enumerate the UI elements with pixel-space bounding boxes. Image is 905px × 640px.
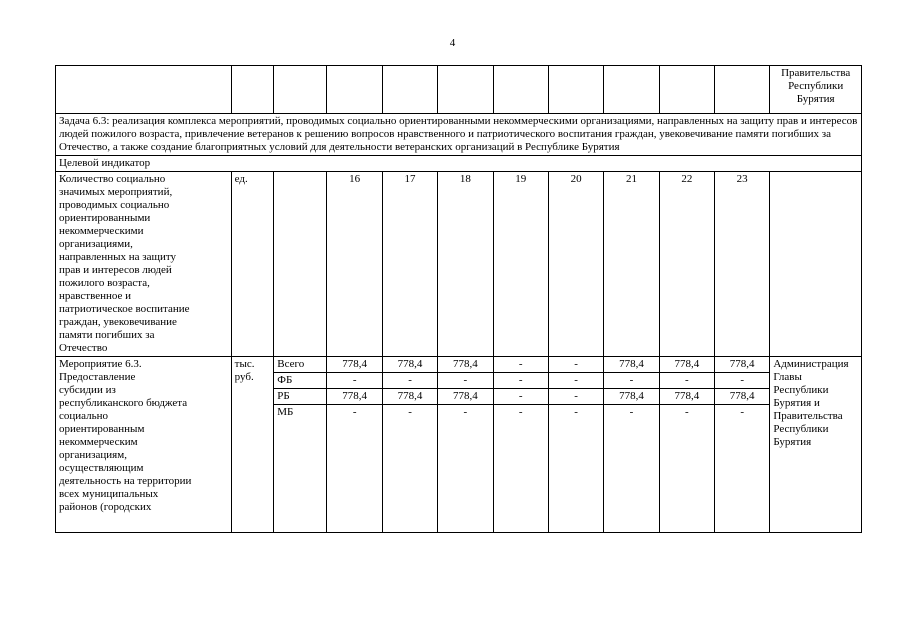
funding-value: -	[548, 357, 603, 373]
funding-value: -	[493, 389, 548, 405]
empty-cell	[659, 66, 714, 114]
empty-cell	[604, 66, 659, 114]
funding-value: 778,4	[382, 357, 437, 373]
indicator-name: Количество социально значимых мероприятий, проводимых социально ориентированными некоммерческими организациями, направленных на защиту прав и интересов людей пожилого возраста, нравственное и патриотическое воспитание граждан, увековечивание памяти погибших за Отечество	[56, 172, 232, 357]
funding-value: 778,4	[659, 389, 714, 405]
empty-cell	[548, 66, 603, 114]
funding-value: 778,4	[604, 357, 659, 373]
funding-value: 778,4	[327, 357, 382, 373]
empty-cell	[327, 66, 382, 114]
funding-value: -	[548, 389, 603, 405]
indicator-unit: ед.	[231, 172, 274, 357]
continuation-row	[56, 66, 862, 114]
empty-cell	[438, 66, 493, 114]
empty-cell	[382, 66, 437, 114]
indicator-value: 20	[548, 172, 603, 357]
funding-source: Всего	[274, 357, 327, 373]
funding-value: 778,4	[438, 389, 493, 405]
funding-source: РБ	[274, 389, 327, 405]
funding-source: ФБ	[274, 373, 327, 389]
funding-value: -	[382, 373, 437, 389]
funding-source: МБ	[274, 405, 327, 533]
funding-value: -	[659, 373, 714, 389]
empty-cell	[274, 172, 327, 357]
empty-cell	[493, 66, 548, 114]
responsible-continuation: Правительства Республики Бурятия	[770, 66, 862, 114]
empty-cell	[715, 66, 770, 114]
empty-cell	[274, 66, 327, 114]
funding-value: -	[548, 405, 603, 533]
measure-responsible: Администрация Главы Республики Бурятия и Правительства Республики Бурятия	[770, 357, 862, 533]
funding-value: 778,4	[382, 389, 437, 405]
funding-value: -	[438, 405, 493, 533]
funding-value: -	[382, 405, 437, 533]
funding-value: -	[327, 373, 382, 389]
funding-value: -	[659, 405, 714, 533]
funding-value: 778,4	[438, 357, 493, 373]
empty-cell	[56, 66, 232, 114]
measure-row-total	[56, 357, 862, 373]
indicator-heading: Целевой индикатор	[56, 156, 862, 172]
empty-cell	[231, 66, 274, 114]
funding-value: -	[493, 405, 548, 533]
funding-value: -	[327, 405, 382, 533]
page-number: 4	[449, 37, 456, 49]
funding-value: 778,4	[327, 389, 382, 405]
indicator-heading-row	[56, 156, 862, 172]
task-text: Задача 6.3: реализация комплекса мероприятий, проводимых социально ориентированными некоммерческими организациями, направленных на защиту прав и интересов людей пожилого возраста, привлечение ветеранов к решению вопросов нравственного и патриотического воспитания граждан, увековечивание памяти погибших за Отечество, а также создание благоприятных условий для деятельности ветеранских организаций в Республике Бурятия	[56, 114, 862, 156]
funding-value: 778,4	[715, 357, 770, 373]
funding-value: -	[715, 405, 770, 533]
indicator-value: 16	[327, 172, 382, 357]
indicator-value: 22	[659, 172, 714, 357]
empty-cell	[770, 172, 862, 357]
measure-name: Мероприятие 6.3. Предоставление субсидии из республиканского бюджета социально ориентированным некоммерческим организациям, осуществляющим деятельность на территории всех муниципальных районов (городских	[56, 357, 232, 533]
funding-value: -	[493, 373, 548, 389]
indicator-value: 19	[493, 172, 548, 357]
indicator-value: 21	[604, 172, 659, 357]
indicator-value: 17	[382, 172, 437, 357]
funding-value: -	[604, 405, 659, 533]
indicator-value: 18	[438, 172, 493, 357]
funding-value: -	[493, 357, 548, 373]
task-row	[56, 114, 862, 156]
funding-value: 778,4	[659, 357, 714, 373]
funding-value: -	[438, 373, 493, 389]
funding-value: -	[548, 373, 603, 389]
indicator-value: 23	[715, 172, 770, 357]
funding-value: 778,4	[715, 389, 770, 405]
measure-unit: тыс. руб.	[231, 357, 274, 533]
program-table	[55, 65, 862, 533]
funding-value: 778,4	[604, 389, 659, 405]
indicator-row	[56, 172, 862, 357]
funding-value: -	[604, 373, 659, 389]
funding-value: -	[715, 373, 770, 389]
